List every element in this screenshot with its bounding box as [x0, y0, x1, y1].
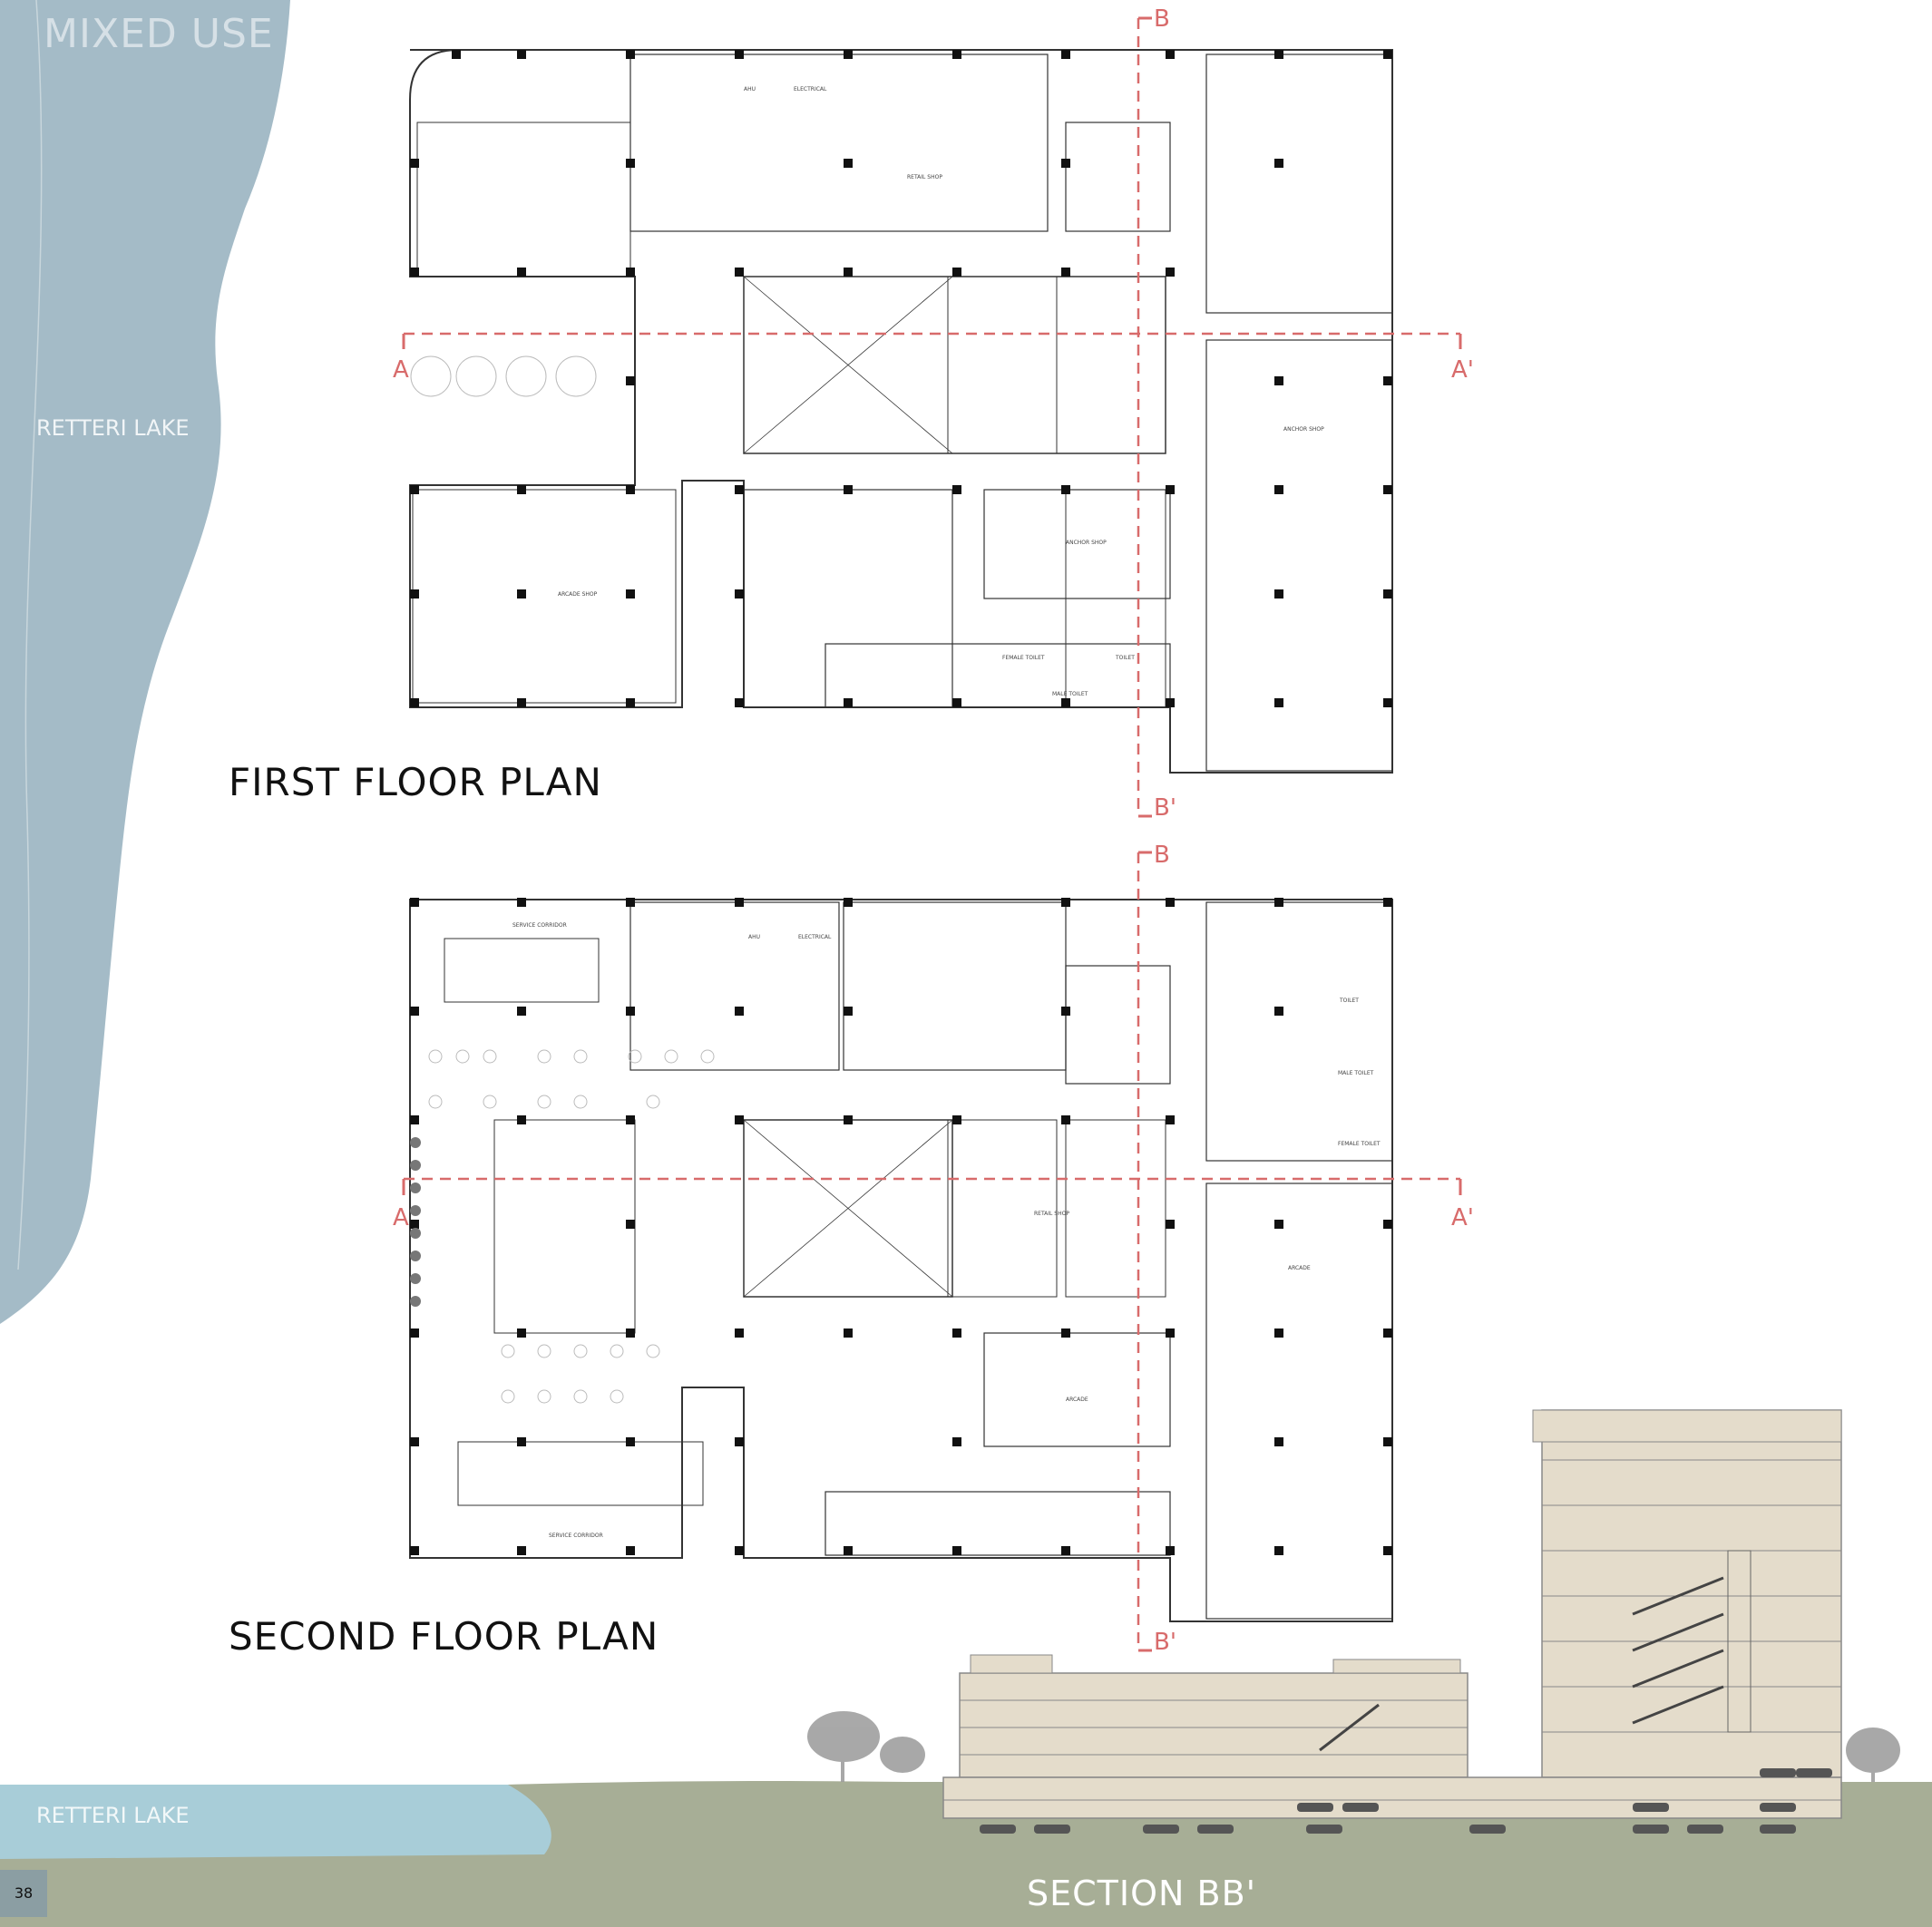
room-label-anchor-shop-2: ANCHOR SHOP	[1066, 540, 1107, 546]
room-label-toilet: TOILET	[1116, 655, 1135, 661]
first-floor-plan-title: FIRST FLOOR PLAN	[229, 760, 602, 804]
second-floor-plan	[404, 852, 1460, 1650]
room-label-female-toilet-2: FEMALE TOILET	[1338, 1141, 1381, 1147]
room-label-male-toilet: MALE TOILET	[1052, 691, 1088, 697]
first-floor-columns	[410, 50, 1392, 707]
room-label-anchor-shop: ANCHOR SHOP	[1283, 426, 1324, 433]
page-number: 38	[0, 1870, 47, 1917]
room-label-electrical-2: ELECTRICAL	[798, 934, 832, 940]
lake-label-top: RETTERI LAKE	[36, 415, 190, 441]
room-label-ahu: AHU	[744, 86, 756, 92]
room-label-toilet-2: TOILET	[1340, 998, 1359, 1004]
lake-shape	[0, 0, 290, 1324]
cut-label-a-second: A	[393, 1204, 409, 1231]
room-label-service-corridor: SERVICE CORRIDOR	[512, 922, 567, 929]
room-label-arcade: ARCADE	[1288, 1265, 1311, 1271]
cut-label-a-first: A	[393, 356, 409, 384]
room-label-electrical: ELECTRICAL	[794, 86, 827, 92]
lake-label-bottom: RETTERI LAKE	[36, 1803, 190, 1828]
first-floor-plan	[404, 18, 1460, 816]
cut-label-b-prime-second: B'	[1154, 1629, 1176, 1656]
second-floor-plan-title: SECOND FLOOR PLAN	[229, 1614, 659, 1659]
room-label-male-toilet-2: MALE TOILET	[1338, 1070, 1374, 1076]
room-label-arcade-shop: ARCADE SHOP	[558, 591, 598, 598]
second-floor-columns	[410, 898, 1392, 1555]
room-label-retail-shop-2: RETAIL SHOP	[1034, 1211, 1069, 1217]
room-label-retail-shop: RETAIL SHOP	[907, 174, 942, 180]
cut-markers	[404, 18, 1460, 1650]
room-label-arcade-2: ARCADE	[1066, 1397, 1088, 1403]
cut-label-b-second: B	[1154, 842, 1170, 869]
second-floor-seating	[429, 1050, 714, 1403]
cut-label-b-first: B	[1154, 5, 1170, 33]
cut-label-b-prime-first: B'	[1154, 794, 1176, 822]
section-bb-title: SECTION BB'	[1027, 1873, 1257, 1913]
room-label-female-toilet: FEMALE TOILET	[1002, 655, 1045, 661]
room-label-ahu-2: AHU	[748, 934, 761, 940]
cut-label-a-prime-second: A'	[1451, 1204, 1474, 1231]
first-floor-trees	[411, 356, 596, 396]
room-label-service-corridor-2: SERVICE CORRIDOR	[549, 1533, 603, 1539]
page-title: MIXED USE DEVELOPMENT	[44, 11, 596, 57]
cut-label-a-prime-first: A'	[1451, 356, 1474, 384]
